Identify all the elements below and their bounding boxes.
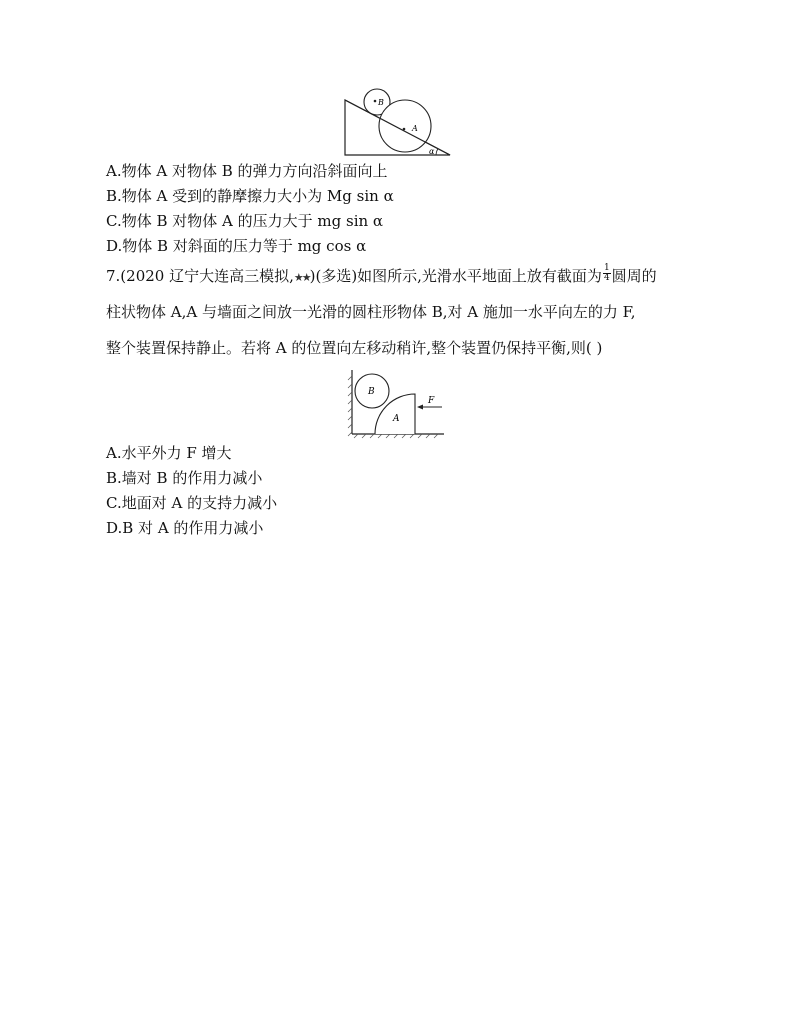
q6-option-b: B.物体 A 受到的静摩擦力大小为 Mg sin α	[106, 187, 394, 205]
q7-option-d: D.B 对 A 的作用力减小	[106, 519, 264, 537]
difficulty-stars: ★★	[293, 271, 310, 284]
q7-stem-line-2: 柱状物体 A,A 与墙面之间放一光滑的圆柱形物体 B,对 A 施加一水平向左的力 F,	[106, 303, 636, 321]
angle-alpha-label: α	[429, 147, 435, 156]
q6-option-a: A.物体 A 对物体 B 的弹力方向沿斜面向上	[106, 162, 388, 180]
q7-option-c: C.地面对 A 的支持力减小	[106, 494, 278, 512]
q7-stem-text-end: 圆周的	[611, 267, 657, 285]
sphere-b-label: B	[378, 98, 384, 107]
fraction-numerator: 1	[603, 262, 610, 273]
q6-option-c: C.物体 B 对物体 A 的压力大于 mg sin α	[106, 212, 384, 230]
q7-source: 7.(2020 辽宁大连高三模拟,	[106, 267, 294, 285]
q6-option-d: D.物体 B 对斜面的压力等于 mg cos α	[106, 237, 367, 255]
q7-stem-line-3: 整个装置保持静止。若将 A 的位置向左移动稍许,整个装置仍保持平衡,则( )	[106, 339, 603, 357]
block-a-label: A	[393, 414, 400, 424]
q7-option-a: A.水平外力 F 增大	[106, 444, 232, 462]
incline-figure	[340, 82, 456, 158]
fraction-denominator: 4	[603, 272, 610, 283]
q7-option-b: B.墙对 B 的作用力减小	[106, 469, 263, 487]
q7-stem-line-1	[106, 262, 657, 288]
sphere-a-label: A	[412, 124, 418, 133]
wall-block-figure	[346, 368, 448, 440]
force-f-label: F	[428, 396, 435, 406]
ball-b-label: B	[368, 387, 375, 397]
quarter-fraction	[603, 264, 611, 283]
q7-stem-text: )(多选)如图所示,光滑水平地面上放有截面为	[309, 267, 602, 285]
